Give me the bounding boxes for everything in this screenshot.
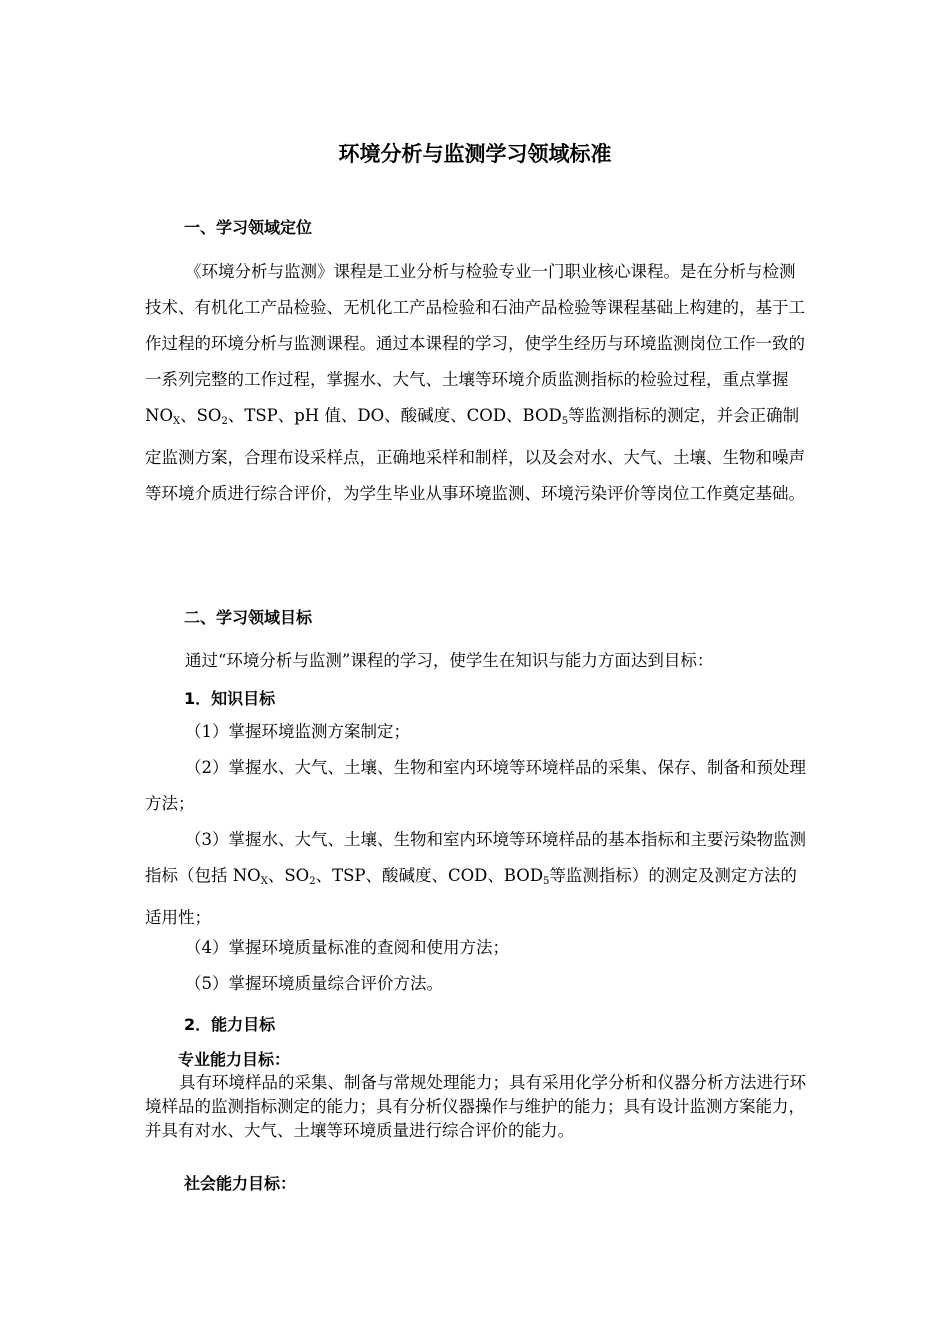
subscript-5: 5	[561, 416, 569, 427]
para-text-4: 等监测指标的测定，并会正确制定监测方案，合理布设采样点，正确地采样和制样，以及会对水、大气、土壤、生物和噪声等环境介质进行综合评价，为学生毕业从事环境监测、环境污染评价等岗位工作奠定基础。	[145, 406, 805, 503]
section-heading-positioning: 一、学习领域定位	[184, 218, 313, 237]
subscript-x: X	[260, 876, 268, 887]
para-text-2: 、SO	[180, 406, 222, 425]
positioning-paragraph	[145, 254, 810, 512]
knowledge-item-2: （2）掌握水、大气、土壤、生物和室内环境等环境样品的采集、保存、制备和预处理方法；	[145, 758, 806, 813]
para-text-3: 、TSP、pH 值、DO、酸碱度、COD、BOD	[227, 406, 562, 425]
knowledge-item-3: （3）掌握水、大气、土壤、生物和室内环境等环境样品的基本指标和主要污染物监测指标（包括 $NO_X$、$SO_2$、TSP、酸碱度、COD、$BOD_5$等监测指标）的测定及测定方法的适用性；	[145, 830, 806, 927]
professional-ability-heading: 专业能力目标：	[178, 1050, 291, 1069]
section-heading-goals: 二、学习领域目标	[184, 608, 313, 627]
knowledge-heading: 1．知识目标	[184, 689, 276, 708]
knowledge-item-1: （1）掌握环境监测方案制定；	[185, 722, 410, 741]
subscript-x: X	[172, 416, 181, 427]
para-text-1: 《环境分析与监测》课程是工业分析与检验专业一门职业核心课程。是在分析与检测技术、有机化工产品检验、无机化工产品检验和石油产品检验等课程基础上构建的，基于工作过程的环境分析与监测课程。通过本课程的学习，使学生经历与环境监测岗位工作一致的一系列完整的工作过程，掌握水、大气、土壤等环境介质监测指标的检验过程，重点掌握 NO	[145, 262, 805, 425]
knowledge-item-4: （4）掌握环境质量标准的查阅和使用方法；	[185, 938, 509, 957]
subscript-2: 2	[309, 876, 316, 887]
ability-heading: 2．能力目标	[184, 1015, 276, 1034]
subscript-2: 2	[221, 416, 228, 427]
goals-intro: 通过“环境分析与监测”课程的学习，使学生在知识与能力方面达到目标：	[185, 651, 714, 670]
subscript-5: 5	[543, 876, 550, 887]
social-ability-heading: 社会能力目标：	[184, 1174, 297, 1193]
professional-ability-text: 具有环境样品的采集、制备与常规处理能力；具有采用化学分析和仪器分析方法进行环境样品的监测指标测定的能力；具有分析仪器操作与维护的能力；具有设计监测方案能力，并具有对水、大气、土壤等环境质量进行综合评价的能力。	[145, 1073, 806, 1140]
knowledge-item-5: （5）掌握环境质量综合评价方法。	[185, 974, 443, 993]
page-title: 环境分析与监测学习领域标准	[338, 142, 612, 166]
